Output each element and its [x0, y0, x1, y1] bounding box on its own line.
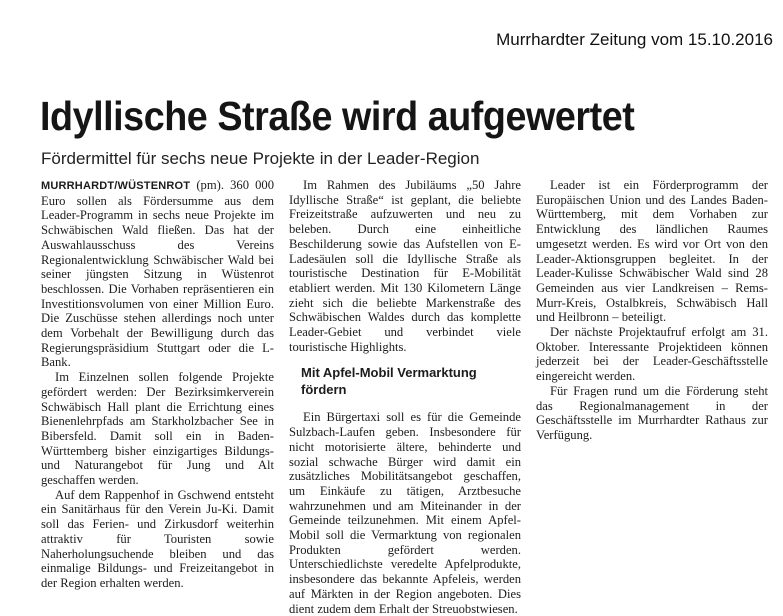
- dateline: MURRHARDT/WÜSTENROT: [41, 180, 191, 192]
- paragraph-8: Für Fragen rund um die Förderung steht das Regionalmanagement in der Geschäftsstelle im Murrhardter Rathaus zur Verfügung.: [536, 383, 768, 442]
- paragraph-3: Auf dem Rappenhof in Gschwend entsteht ein Sanitärhaus für den Verein Ju-Ki. Damit soll das Ferien- und Zirkusdorf weiterhin attraktiv für Touristen sowie Naherholungsuchende bleiben und das einmalige Bildungs- und Freizeitangebot in der Region erhalten werden.: [41, 487, 274, 590]
- source-note: Murrhardter Zeitung vom 15.10.2016: [496, 30, 773, 49]
- headline: Idyllische Straße wird aufgewertet: [40, 93, 635, 139]
- lead-text: (pm). 360 000 Euro sollen als Fördersumme aus dem Leader-Programm in sechs neue Projekte im Schwäbischen Wald fließen. Das hat der Auswahlausschuss des Vereins Regionalentwicklung Schwäbischer Wald bei seiner jüngsten Sitzung in Wüstenrot beschlossen. Die Vorhaben repräsentieren ein Investitionsvolumen von einer Million Euro. Die Zuschüsse stehen allerdings noch unter dem Vorbehalt der Bewilligung durch das Regierungspräsidium Stuttgart oder die L-Bank.: [41, 178, 274, 370]
- paragraph-7: Der nächste Projektaufruf erfolgt am 31. Oktober. Interessante Projektideen können jederzeit bei der Leader-Geschäftsstelle eingereicht werden.: [536, 325, 768, 384]
- paragraph-6: Leader ist ein Förderprogramm der Europäischen Union und des Landes Baden-Württemberg, mit dem Vorhaben zur Entwicklung des ländlichen Raumes umgesetzt werden. Es wird vor Ort von den Leader-Aktionsgruppen begleitet. In der Leader-Kulisse Schwäbischer Wald sind 28 Gemeinden aus vier Landkreisen – Rems-Murr-Kreis, Ostalbkreis, Schwäbisch Hall und Heilbronn – beteiligt.: [536, 178, 768, 325]
- subheadline: Fördermittel für sechs neue Projekte in der Leader-Region: [41, 149, 480, 168]
- section-subheading: Mit Apfel-Mobil Vermarktung fördern: [301, 365, 477, 398]
- paragraph-5: Ein Bürgertaxi soll es für die Gemeinde Sulzbach-Laufen geben. Insbesondere für nicht motorisierte ältere, behinderte und sozial schwache Bürger wird damit ein zusätzliches Mobilitätsangebot geschaffen, um Einkäufe zu tätigen, Arztbesuche wahrzunehmen und am Miteinander in der Gemeinde teilzunehmen. Mit einem Apfel-Mobil soll die Vermarktung von regionalen Produkten gefördert werden. Unterschiedlichste veredelte Apfelprodukte, insbesondere das bekannte Apfeleis, werden auf Märkten in der Region angeboten. Dies dient zudem dem Erhalt der Streuobstwiesen.: [289, 410, 521, 616]
- paragraph-2: Im Einzelnen sollen folgende Projekte gefördert werden: Der Bezirksimkerverein Schwäbisch Hall plant die Errichtung eines Bienenlehrpfads am Starkholzbacher See in Bibersfeld. Damit soll ein in Baden-Württemberg bisher einzigartiges Bildungs- und Naturangebot für Jung und Alt geschaffen werden.: [41, 370, 274, 488]
- article-column-2: [289, 178, 521, 616]
- paragraph-4: Im Rahmen des Jubiläums „50 Jahre Idyllische Straße“ ist geplant, die beliebte Freizeitstraße aufzuwerten und neu zu beleben. Durch eine einheitliche Beschilderung sowie das Aufstellen von E-Ladesäulen soll die Idyllische Straße als touristische Destination für E-Mobilität etabliert werden. Mit 130 Kilometern Länge zieht sich die beliebte Markenstraße des Schwäbischen Waldes durch das komplette Leader-Gebiet und verbindet viele touristische Highlights.: [289, 178, 521, 354]
- lead-paragraph: [41, 178, 274, 370]
- article-column-1: [41, 178, 274, 591]
- article-column-3: [536, 178, 768, 443]
